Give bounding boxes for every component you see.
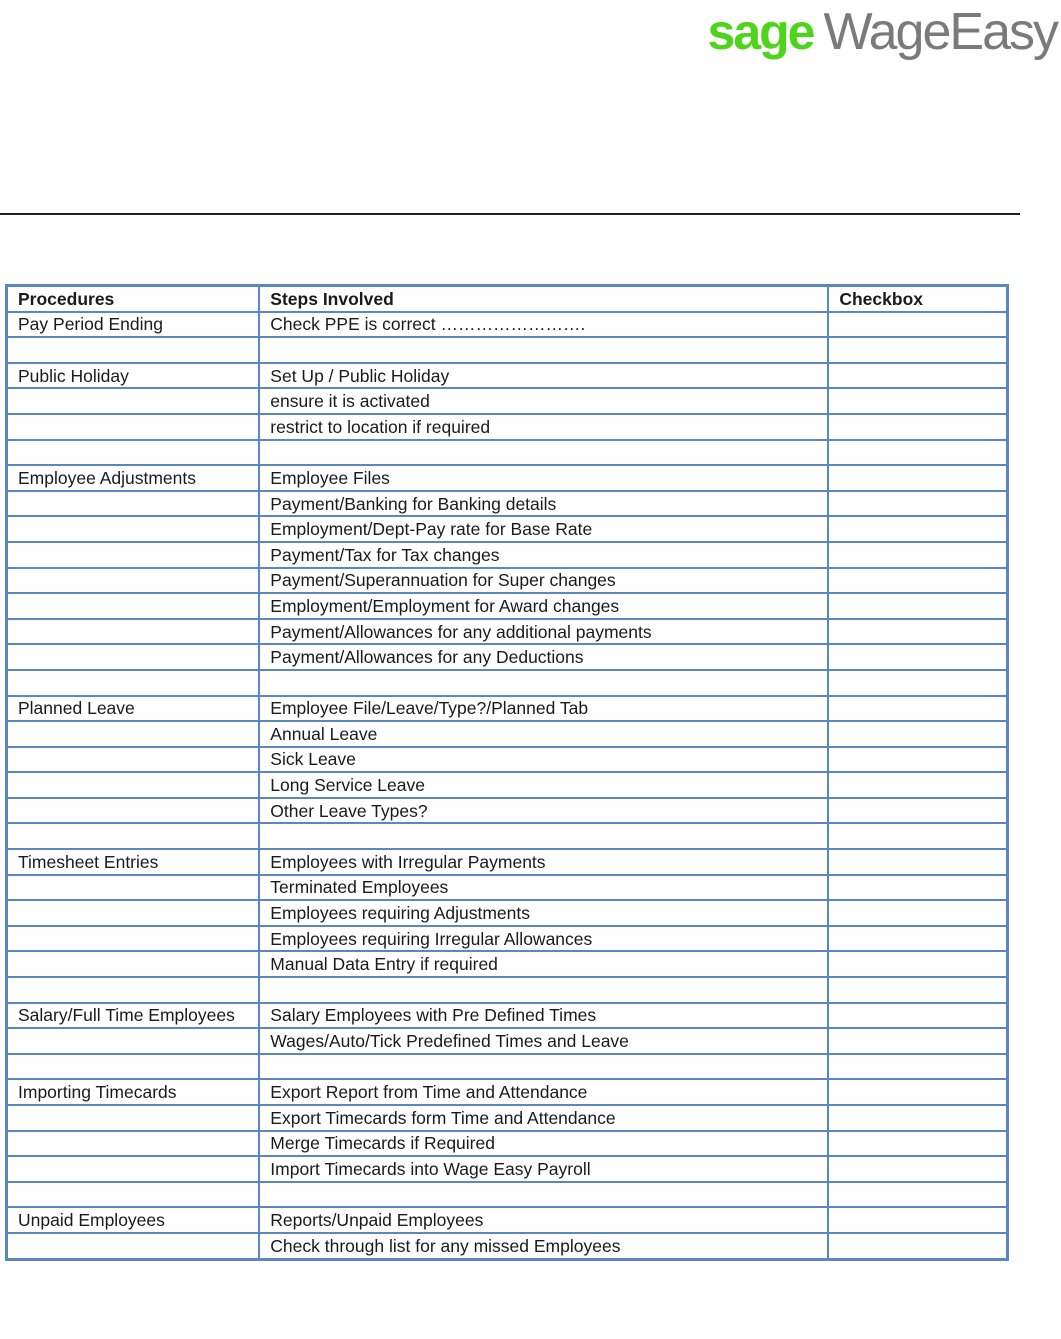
- step-cell: Employees with Irregular Payments: [259, 849, 828, 875]
- checkbox-cell[interactable]: [828, 670, 1007, 696]
- step-cell: [259, 977, 828, 1003]
- sage-wageeasy-logo: [708, 2, 1057, 62]
- checkbox-cell[interactable]: [828, 1105, 1007, 1131]
- procedure-cell: [7, 516, 260, 542]
- table-row: [7, 721, 1008, 747]
- checkbox-cell[interactable]: [828, 1028, 1007, 1054]
- step-cell: ensure it is activated: [259, 388, 828, 414]
- checkbox-cell[interactable]: [828, 977, 1007, 1003]
- table-row: [7, 747, 1008, 773]
- procedure-cell: Salary/Full Time Employees: [7, 1003, 260, 1029]
- table-row: [7, 1054, 1008, 1080]
- step-cell: Export Timecards form Time and Attendance: [259, 1105, 828, 1131]
- table-row: [7, 772, 1008, 798]
- checkbox-cell[interactable]: [828, 1003, 1007, 1029]
- payroll-checklist-table: [5, 284, 1009, 1261]
- procedure-cell: [7, 747, 260, 773]
- step-cell: [259, 1182, 828, 1208]
- step-cell: Reports/Unpaid Employees: [259, 1207, 828, 1233]
- procedure-cell: [7, 798, 260, 824]
- step-cell: Import Timecards into Wage Easy Payroll: [259, 1156, 828, 1182]
- table-row: [7, 1207, 1008, 1233]
- checkbox-cell[interactable]: [828, 542, 1007, 568]
- table-row: [7, 593, 1008, 619]
- table-row: [7, 516, 1008, 542]
- table-row: [7, 849, 1008, 875]
- table-row: [7, 1079, 1008, 1105]
- table-row: [7, 823, 1008, 849]
- step-cell: Long Service Leave: [259, 772, 828, 798]
- checkbox-cell[interactable]: [828, 875, 1007, 901]
- procedure-cell: Timesheet Entries: [7, 849, 260, 875]
- step-cell: Wages/Auto/Tick Predefined Times and Leave: [259, 1028, 828, 1054]
- table-row: [7, 900, 1008, 926]
- table-row: [7, 337, 1008, 363]
- checkbox-cell[interactable]: [828, 491, 1007, 517]
- checkbox-cell[interactable]: [828, 644, 1007, 670]
- procedure-cell: [7, 1182, 260, 1208]
- table-row: [7, 1028, 1008, 1054]
- procedure-cell: Planned Leave: [7, 696, 260, 722]
- checkbox-cell[interactable]: [828, 1054, 1007, 1080]
- logo-brand-text: sage: [707, 4, 814, 60]
- table-row: [7, 312, 1008, 338]
- table-row: [7, 1233, 1008, 1259]
- step-cell: Employees requiring Irregular Allowances: [259, 926, 828, 952]
- step-cell: Sick Leave: [259, 747, 828, 773]
- table-row: [7, 1182, 1008, 1208]
- step-cell: [259, 823, 828, 849]
- step-cell: Employees requiring Adjustments: [259, 900, 828, 926]
- procedure-cell: [7, 670, 260, 696]
- checkbox-cell[interactable]: [828, 798, 1007, 824]
- table-row: [7, 1003, 1008, 1029]
- step-cell: [259, 1054, 828, 1080]
- checkbox-cell[interactable]: [828, 772, 1007, 798]
- step-cell: Payment/Tax for Tax changes: [259, 542, 828, 568]
- checkbox-cell[interactable]: [828, 363, 1007, 389]
- step-cell: Employment/Dept-Pay rate for Base Rate: [259, 516, 828, 542]
- table-row: [7, 542, 1008, 568]
- table-row: [7, 568, 1008, 594]
- header-checkbox: Checkbox: [828, 286, 1007, 312]
- procedure-cell: [7, 721, 260, 747]
- table-header-row: [7, 286, 1008, 312]
- procedure-cell: [7, 900, 260, 926]
- header-divider: [0, 213, 1020, 215]
- checkbox-cell[interactable]: [828, 1156, 1007, 1182]
- checkbox-cell[interactable]: [828, 721, 1007, 747]
- procedure-cell: [7, 619, 260, 645]
- procedure-cell: [7, 1131, 260, 1157]
- header-procedures: Procedures: [7, 286, 260, 312]
- step-cell: Check through list for any missed Employees: [259, 1233, 828, 1259]
- procedure-cell: Public Holiday: [7, 363, 260, 389]
- checkbox-cell[interactable]: [828, 900, 1007, 926]
- step-cell: Terminated Employees: [259, 875, 828, 901]
- checkbox-cell[interactable]: [828, 1079, 1007, 1105]
- procedure-cell: [7, 1105, 260, 1131]
- checkbox-cell[interactable]: [828, 337, 1007, 363]
- table-row: [7, 977, 1008, 1003]
- checkbox-cell[interactable]: [828, 926, 1007, 952]
- checkbox-cell[interactable]: [828, 593, 1007, 619]
- procedure-cell: [7, 491, 260, 517]
- procedure-cell: [7, 644, 260, 670]
- procedure-cell: Unpaid Employees: [7, 1207, 260, 1233]
- step-cell: Annual Leave: [259, 721, 828, 747]
- step-cell: Payment/Allowances for any Deductions: [259, 644, 828, 670]
- step-cell: Employment/Employment for Award changes: [259, 593, 828, 619]
- table-row: [7, 696, 1008, 722]
- step-cell: Manual Data Entry if required: [259, 951, 828, 977]
- procedure-cell: [7, 926, 260, 952]
- checkbox-cell[interactable]: [828, 516, 1007, 542]
- table-row: [7, 465, 1008, 491]
- checkbox-cell[interactable]: [828, 619, 1007, 645]
- table-row: [7, 619, 1008, 645]
- step-cell: [259, 670, 828, 696]
- procedure-cell: [7, 875, 260, 901]
- checkbox-cell[interactable]: [828, 951, 1007, 977]
- checkbox-cell[interactable]: [828, 312, 1007, 338]
- table-row: [7, 798, 1008, 824]
- table-row: [7, 363, 1008, 389]
- checkbox-cell[interactable]: [828, 1233, 1007, 1259]
- checkbox-cell[interactable]: [828, 414, 1007, 440]
- procedure-cell: Pay Period Ending: [7, 312, 260, 338]
- procedure-cell: [7, 1156, 260, 1182]
- procedure-cell: [7, 388, 260, 414]
- procedure-cell: [7, 1233, 260, 1259]
- procedure-cell: [7, 951, 260, 977]
- table-row: [7, 670, 1008, 696]
- checkbox-cell[interactable]: [828, 388, 1007, 414]
- step-cell: Employee File/Leave/Type?/Planned Tab: [259, 696, 828, 722]
- table-row: [7, 414, 1008, 440]
- checkbox-cell[interactable]: [828, 849, 1007, 875]
- step-cell: Check PPE is correct …………………….: [259, 312, 828, 338]
- procedure-cell: [7, 1028, 260, 1054]
- table-row: [7, 388, 1008, 414]
- step-cell: Payment/Allowances for any additional payments: [259, 619, 828, 645]
- procedure-cell: [7, 772, 260, 798]
- table-row: [7, 875, 1008, 901]
- step-cell: Other Leave Types?: [259, 798, 828, 824]
- checkbox-cell[interactable]: [828, 823, 1007, 849]
- table-body: [7, 312, 1008, 1259]
- step-cell: restrict to location if required: [259, 414, 828, 440]
- procedure-cell: Importing Timecards: [7, 1079, 260, 1105]
- checkbox-cell[interactable]: [828, 1207, 1007, 1233]
- checkbox-cell[interactable]: [828, 1182, 1007, 1208]
- step-cell: [259, 337, 828, 363]
- logo-product-text: WageEasy: [823, 3, 1057, 61]
- step-cell: Merge Timecards if Required: [259, 1131, 828, 1157]
- procedure-cell: [7, 440, 260, 466]
- procedure-cell: [7, 414, 260, 440]
- procedure-cell: [7, 977, 260, 1003]
- checkbox-cell[interactable]: [828, 696, 1007, 722]
- table-row: [7, 1131, 1008, 1157]
- table-row: [7, 491, 1008, 517]
- procedure-cell: [7, 823, 260, 849]
- checkbox-cell[interactable]: [828, 568, 1007, 594]
- step-cell: [259, 440, 828, 466]
- table-row: [7, 440, 1008, 466]
- step-cell: Export Report from Time and Attendance: [259, 1079, 828, 1105]
- procedure-cell: [7, 337, 260, 363]
- table-row: [7, 644, 1008, 670]
- checkbox-cell[interactable]: [828, 1131, 1007, 1157]
- step-cell: Employee Files: [259, 465, 828, 491]
- step-cell: Salary Employees with Pre Defined Times: [259, 1003, 828, 1029]
- checkbox-cell[interactable]: [828, 747, 1007, 773]
- header-steps-involved: Steps Involved: [259, 286, 828, 312]
- checkbox-cell[interactable]: [828, 440, 1007, 466]
- procedure-cell: [7, 1054, 260, 1080]
- procedure-cell: [7, 593, 260, 619]
- checkbox-cell[interactable]: [828, 465, 1007, 491]
- step-cell: Payment/Superannuation for Super changes: [259, 568, 828, 594]
- table-row: [7, 1156, 1008, 1182]
- table-row: [7, 1105, 1008, 1131]
- step-cell: Payment/Banking for Banking details: [259, 491, 828, 517]
- step-cell: Set Up / Public Holiday: [259, 363, 828, 389]
- procedure-cell: [7, 568, 260, 594]
- procedure-cell: [7, 542, 260, 568]
- table-row: [7, 951, 1008, 977]
- table-row: [7, 926, 1008, 952]
- procedure-cell: Employee Adjustments: [7, 465, 260, 491]
